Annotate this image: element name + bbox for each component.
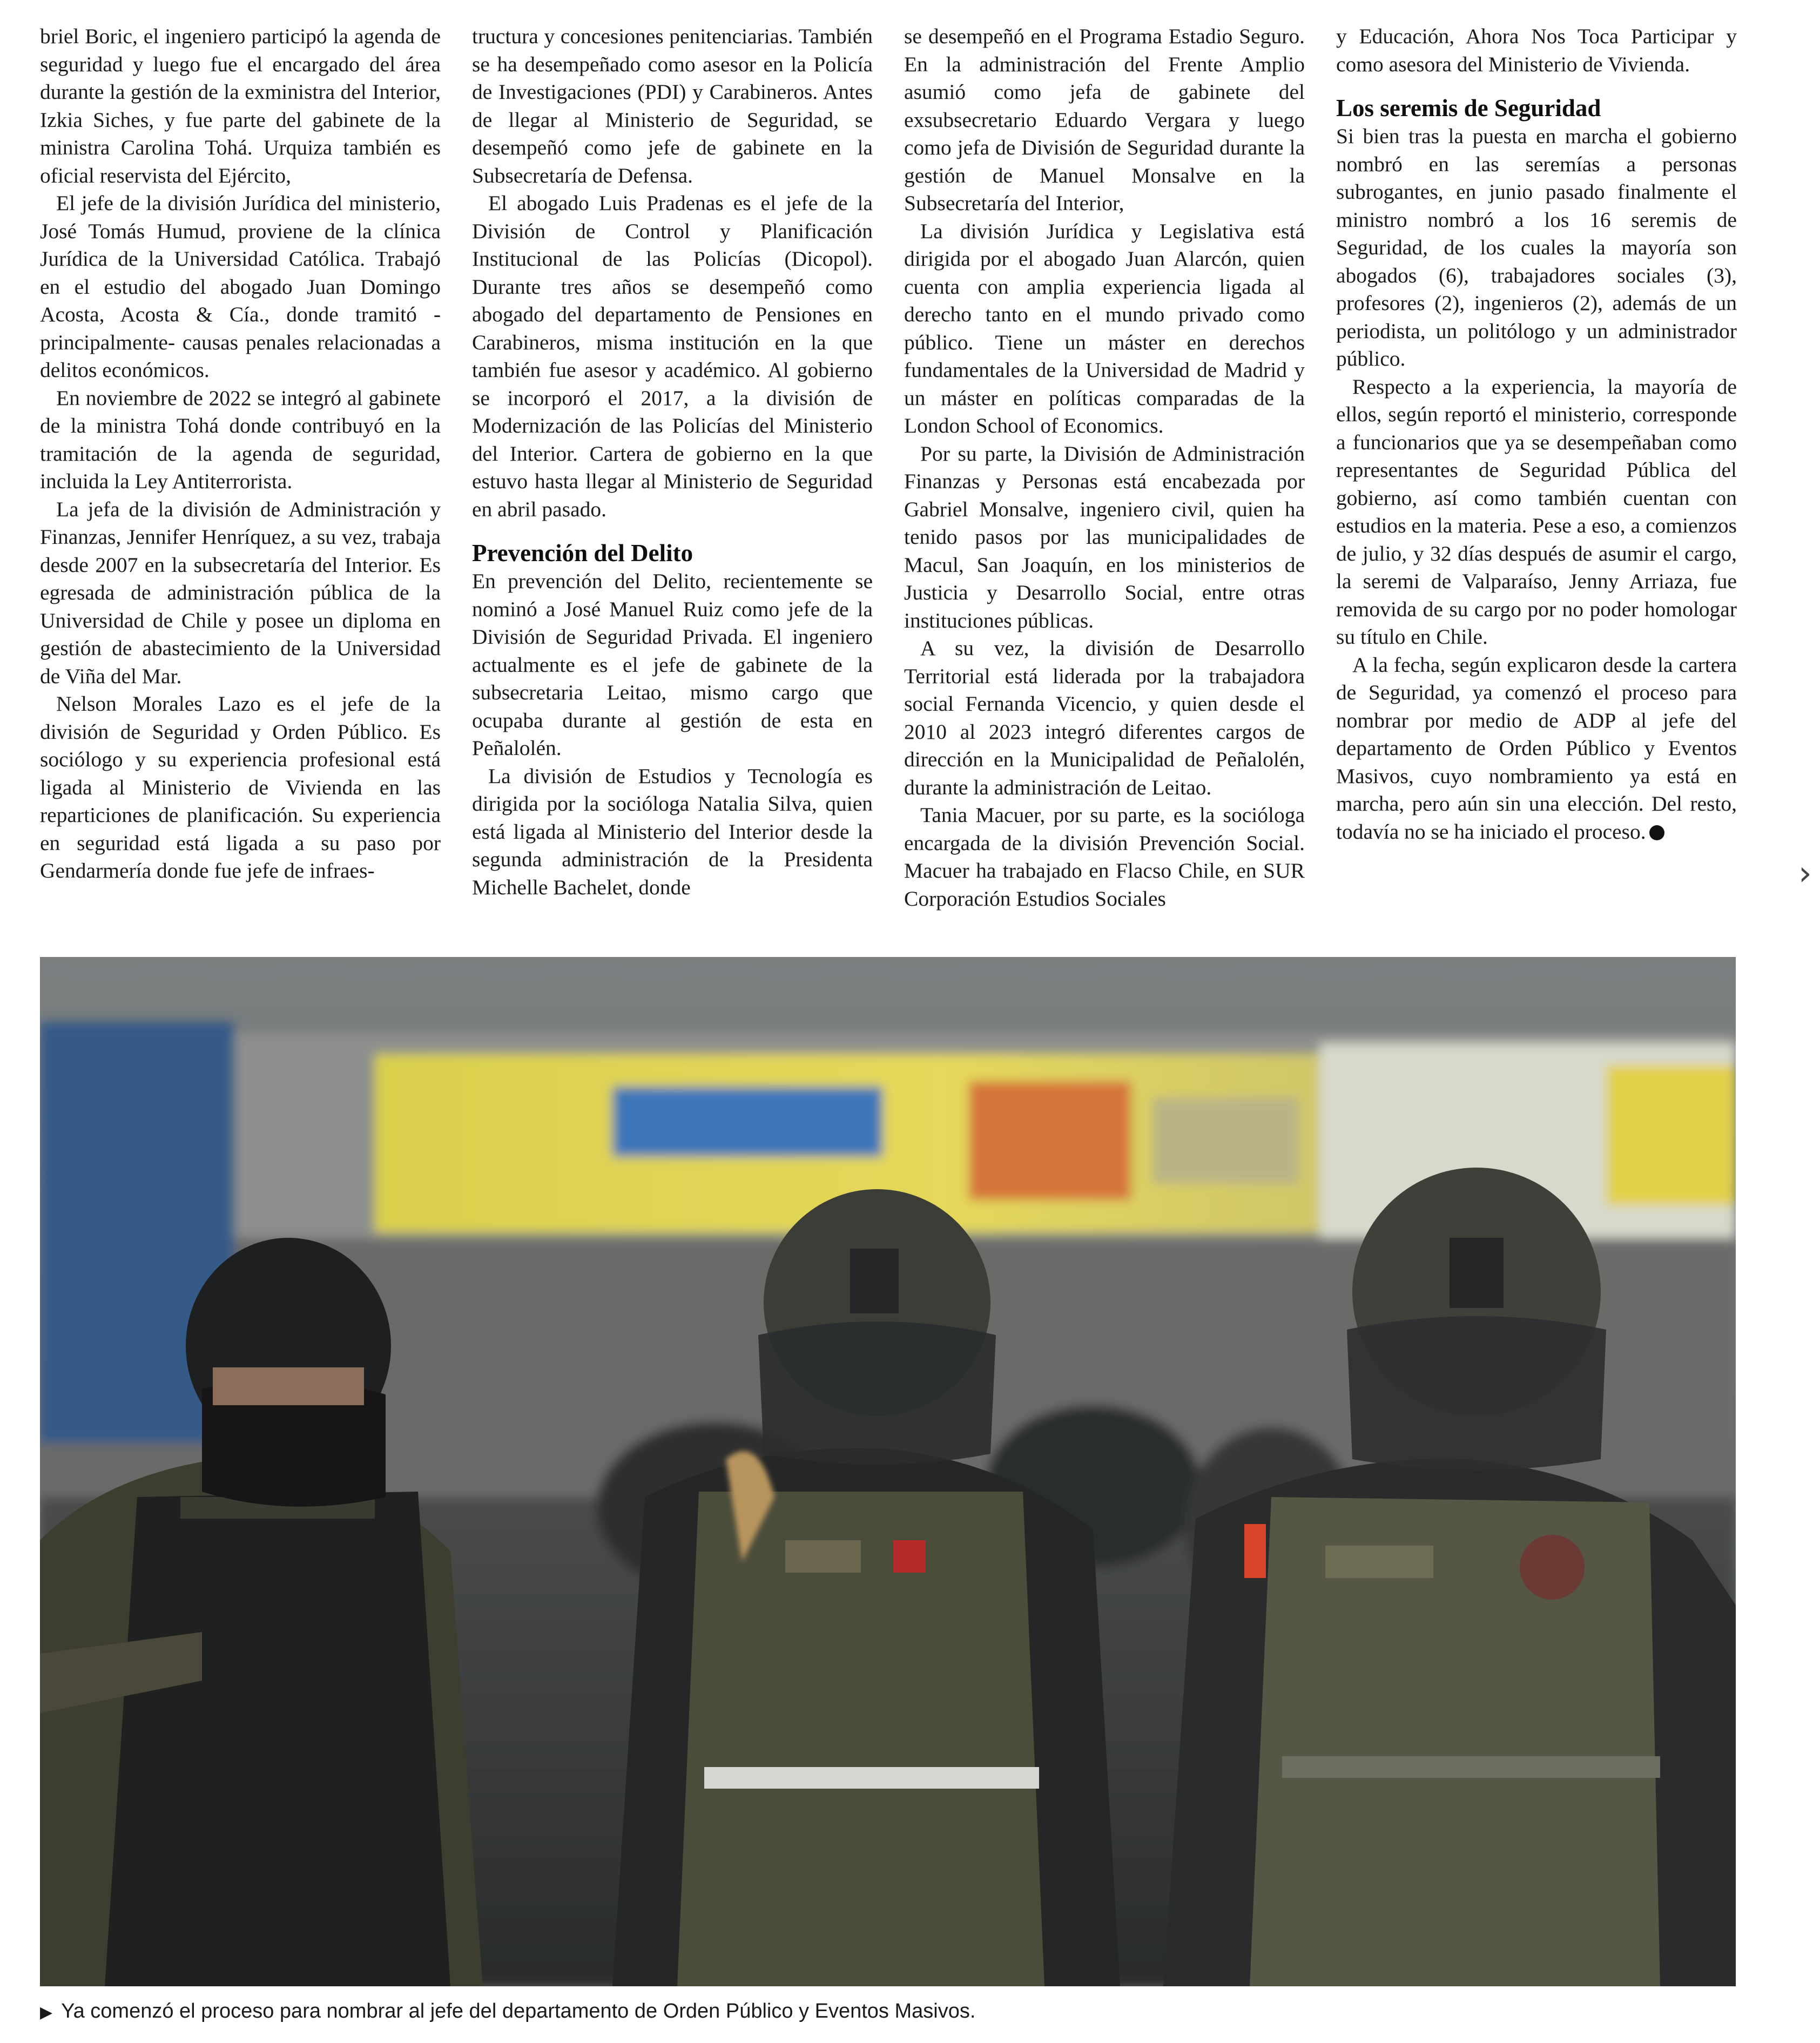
paragraph: La jefa de la división de Administración y Finanzas, Jennifer Henríquez, a su vez, trabaja desde 2007 en la subsecretaría del Interior. Es egresada de administración pública de la Universidad de Chile y posee un diploma en gestión de abastecimiento de la Universidad de Viña del Mar. xyxy=(40,497,441,688)
paragraph: A su vez, la división de Desarrollo Territorial está liderada por la trabajadora social Fernanda Vicencio, y quien desde el 2010 al 2023 integró diferentes cargos de dirección en la Municipalidad de Peñalolén, durante la administración de Leitao. xyxy=(904,636,1305,799)
paragraph: y Educación, Ahora Nos Toca Participar y como asesora del Ministerio de Vivienda. xyxy=(1336,24,1737,76)
article-columns xyxy=(40,23,1736,930)
paragraph: La división de Estudios y Tecnología es dirigida por la socióloga Natalia Silva, quien está ligada al Ministerio del Interior desde la segunda administración de la Presidenta Michelle Bachelet, donde xyxy=(472,764,873,899)
end-of-article-icon xyxy=(1649,825,1664,840)
paragraph: El jefe de la división Jurídica del ministerio, José Tomás Humud, proviene de la clínica Jurídica de la Universidad Católica. Trabajó en el estudio del abogado Juan Domingo Acosta, Acosta & Cía., donde tramitó -principalmente- causas penales relacionadas a delitos económicos. xyxy=(40,191,441,382)
article-photo xyxy=(40,957,1736,1986)
paragraph: Respecto a la experiencia, la mayoría de ellos, según reportó el ministerio, corresponde a funcionarios que ya se desempeñaban como representantes de Seguridad Pública del gobierno, así como también cuentan con estudios en la materia. Pese a eso, a comienzos de julio, y 32 días después de asumir el cargo, la seremi de Valparaíso, Jenny Arriaza, fue removida de su cargo por no poder homologar su título en Chile. xyxy=(1336,374,1737,649)
section-heading-seremis: Los seremis de Seguridad xyxy=(1336,95,1601,122)
caption-text: Ya comenzó el proceso para nombrar al jefe del departamento de Orden Público y Eventos Masivos. xyxy=(61,2000,976,2022)
article-column-3 xyxy=(904,23,1305,930)
paragraph: En noviembre de 2022 se integró al gabinete de la ministra Tohá donde contribuyó en la tramitación de la agenda de seguridad, incluida la Ley Antiterrorista. xyxy=(40,386,441,493)
paragraph: tructura y concesiones penitenciarias. También se ha desempeñado como asesor en la Policía de Investigaciones (PDI) y Carabineros. Antes de llegar al Ministerio de Seguridad, se desempeñó como jefe de gabinete en la Subsecretaría de Defensa. xyxy=(472,24,873,187)
photo-illustration xyxy=(40,957,1736,1986)
paragraph xyxy=(1336,651,1737,846)
paragraph: Por su parte, la División de Administración Finanzas y Personas está encabezada por Gabriel Monsalve, ingeniero civil, quien ha tenido pasos por las municipalidades de Macul, San Joaquín, en los ministerios de Justicia y Desarrollo Social, entre otras instituciones públicas. xyxy=(904,441,1305,632)
article-column-2 xyxy=(472,23,873,930)
next-page-button[interactable] xyxy=(1798,854,1820,892)
closing-paragraph-text: A la fecha, según explicaron desde la cartera de Seguridad, ya comenzó el proceso para nombrar por medio de ADP al jefe del departamento de Orden Público y Eventos Masivos, cuyo nombramiento ya está en marcha, pero aún sin una elección. Del resto, todavía no se ha iniciado el proceso. xyxy=(1336,652,1737,844)
section-heading-prevencion: Prevención del Delito xyxy=(472,540,693,567)
photo-caption xyxy=(40,1996,1736,2028)
caption-arrow-icon: ▶ xyxy=(40,2003,53,2022)
article-column-4 xyxy=(1336,23,1737,930)
paragraph: briel Boric, el ingeniero participó la agenda de seguridad y luego fue el encargado del área durante la gestión de la exministra del Interior, Izkia Siches, y fue parte del gabinete de la ministra Carolina Tohá. Urquiza también es oficial reservista del Ejército, xyxy=(40,24,441,187)
paragraph: En prevención del Delito, recientemente se nominó a José Manuel Ruiz como jefe de la División de Seguridad Privada. El ingeniero actualmente es el jefe de gabinete de la subsecretaria Leitao, mismo cargo que ocupaba durante al gestión de esta en Peñalolén. xyxy=(472,569,873,760)
paragraph: Si bien tras la puesta en marcha el gobierno nombró en las seremías a personas subrogantes, en junio pasado finalmente el ministro nombró a los 16 seremis de Seguridad, de los cuales la mayoría son abogados (6), trabajadores sociales (3), profesores (2), ingenieros (2), además de un periodista, un politólogo y un administrador público. xyxy=(1336,124,1737,370)
paragraph: se desempeñó en el Programa Estadio Seguro. En la administración del Frente Amplio asumió como jefa de gabinete del exsubsecretario Eduardo Vergara y luego como jefa de División de Seguridad durante la gestión de Manuel Monsalve en la Subsecretaría del Interior, xyxy=(904,24,1305,215)
paragraph: Tania Macuer, por su parte, es la socióloga encargada de la división Prevención Social. Macuer ha trabajado en Flacso Chile, en SUR Corporación Estudios Sociales xyxy=(904,803,1305,911)
article-column-1 xyxy=(40,23,441,930)
paragraph: El abogado Luis Pradenas es el jefe de la División de Control y Planificación Institucional de las Policías (Dicopol). Durante tres años se desempeñó como abogado del departamento de Pensiones en Carabineros, misma institución en la que también fue asesor y académico. Al gobierno se incorporó el 2017, a la división de Modernización de las Policías del Ministerio del Interior. Cartera de gobierno en la que estuvo hasta llegar al Ministerio de Seguridad en abril pasado. xyxy=(472,191,873,521)
chevron-right-icon: › xyxy=(1798,853,1812,893)
paragraph: La división Jurídica y Legislativa está dirigida por el abogado Juan Alarcón, quien cuenta con amplia experiencia ligada al derecho tanto en el mundo privado como público. Tiene un máster en derechos fundamentales de la Universidad de Madrid y un máster en políticas comparadas de la London School of Economics. xyxy=(904,219,1305,437)
paragraph: Nelson Morales Lazo es el jefe de la división de Seguridad y Orden Público. Es sociólogo y su experiencia profesional está ligada al Ministerio de Vivienda en las reparticiones de planificación. Su experiencia en seguridad está ligada a su paso por Gendarmería donde fue jefe de infraes- xyxy=(40,692,441,882)
